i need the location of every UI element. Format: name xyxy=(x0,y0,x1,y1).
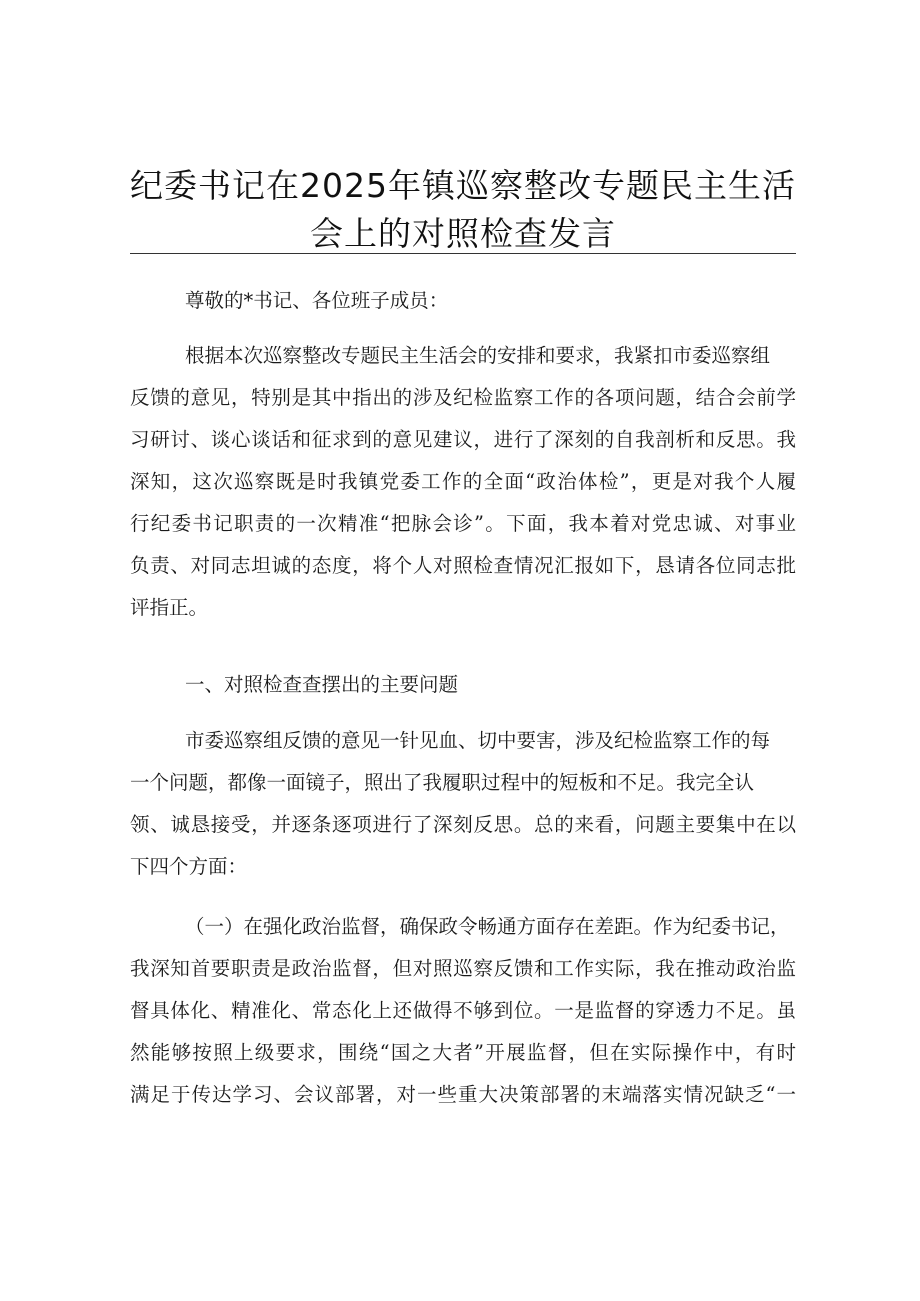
text-line: 下四个方面： xyxy=(130,855,248,878)
text-line: 评指正。 xyxy=(130,596,209,619)
section-heading-text: 一、对照检查查摆出的主要问题 xyxy=(185,673,459,696)
intro-paragraph xyxy=(130,337,796,627)
salutation xyxy=(185,282,851,320)
text-line: 深知，这次巡察既是时我镇党委工作的全面“政治体检”，更是对我个人履 xyxy=(130,470,796,493)
salutation-text: 尊敬的*书记、各位班子成员： xyxy=(185,289,449,312)
title-divider xyxy=(130,253,796,254)
text-line: 满足于传达学习、会议部署，对一些重大决策部署的末端落实情况缺乏“一 xyxy=(130,1083,796,1106)
section-1-heading xyxy=(185,666,851,704)
text-line: 然能够按照上级要求，围绕“国之大者”开展监督，但在实际操作中，有时 xyxy=(130,1041,796,1064)
text-line: 负责、对同志坦诚的态度，将个人对照检查情况汇报如下，恳请各位同志批 xyxy=(130,554,796,577)
text-line: 一个问题，都像一面镜子，照出了我履职过程中的短板和不足。我完全认 xyxy=(130,771,755,794)
document-title-line-2: 会上的对照检查发言 xyxy=(310,214,616,253)
text-line: 反馈的意见，特别是其中指出的涉及纪检监察工作的各项问题，结合会前学 xyxy=(130,386,796,409)
text-line: 行纪委书记职责的一次精准“把脉会诊”。下面，我本着对党忠诚、对事业 xyxy=(130,512,796,535)
text-line: 市委巡察组反馈的意见一针见血、切中要害，涉及纪检监察工作的每 xyxy=(185,729,771,752)
text-line: （一）在强化政治监督，确保政令畅通方面存在差距。作为纪委书记， xyxy=(185,915,790,938)
text-line: 我深知首要职责是政治监督，但对照巡察反馈和工作实际，我在推动政治监 xyxy=(130,957,796,980)
subsection-1-paragraph xyxy=(130,908,796,1114)
text-line: 督具体化、精准化、常态化上还做得不够到位。一是监督的穿透力不足。虽 xyxy=(130,999,796,1022)
section-1-paragraph xyxy=(130,722,796,886)
document-title-line-1: 纪委书记在2025年镇巡察整改专题民主生活 xyxy=(130,166,796,205)
text-line: 根据本次巡察整改专题民主生活会的安排和要求，我紧扣市委巡察组 xyxy=(185,344,771,367)
text-line: 领、诚恳接受，并逐条逐项进行了深刻反思。总的来看，问题主要集中在以 xyxy=(130,813,796,836)
text-line: 习研讨、谈心谈话和征求到的意见建议，进行了深刻的自我剖析和反思。我 xyxy=(130,428,796,451)
